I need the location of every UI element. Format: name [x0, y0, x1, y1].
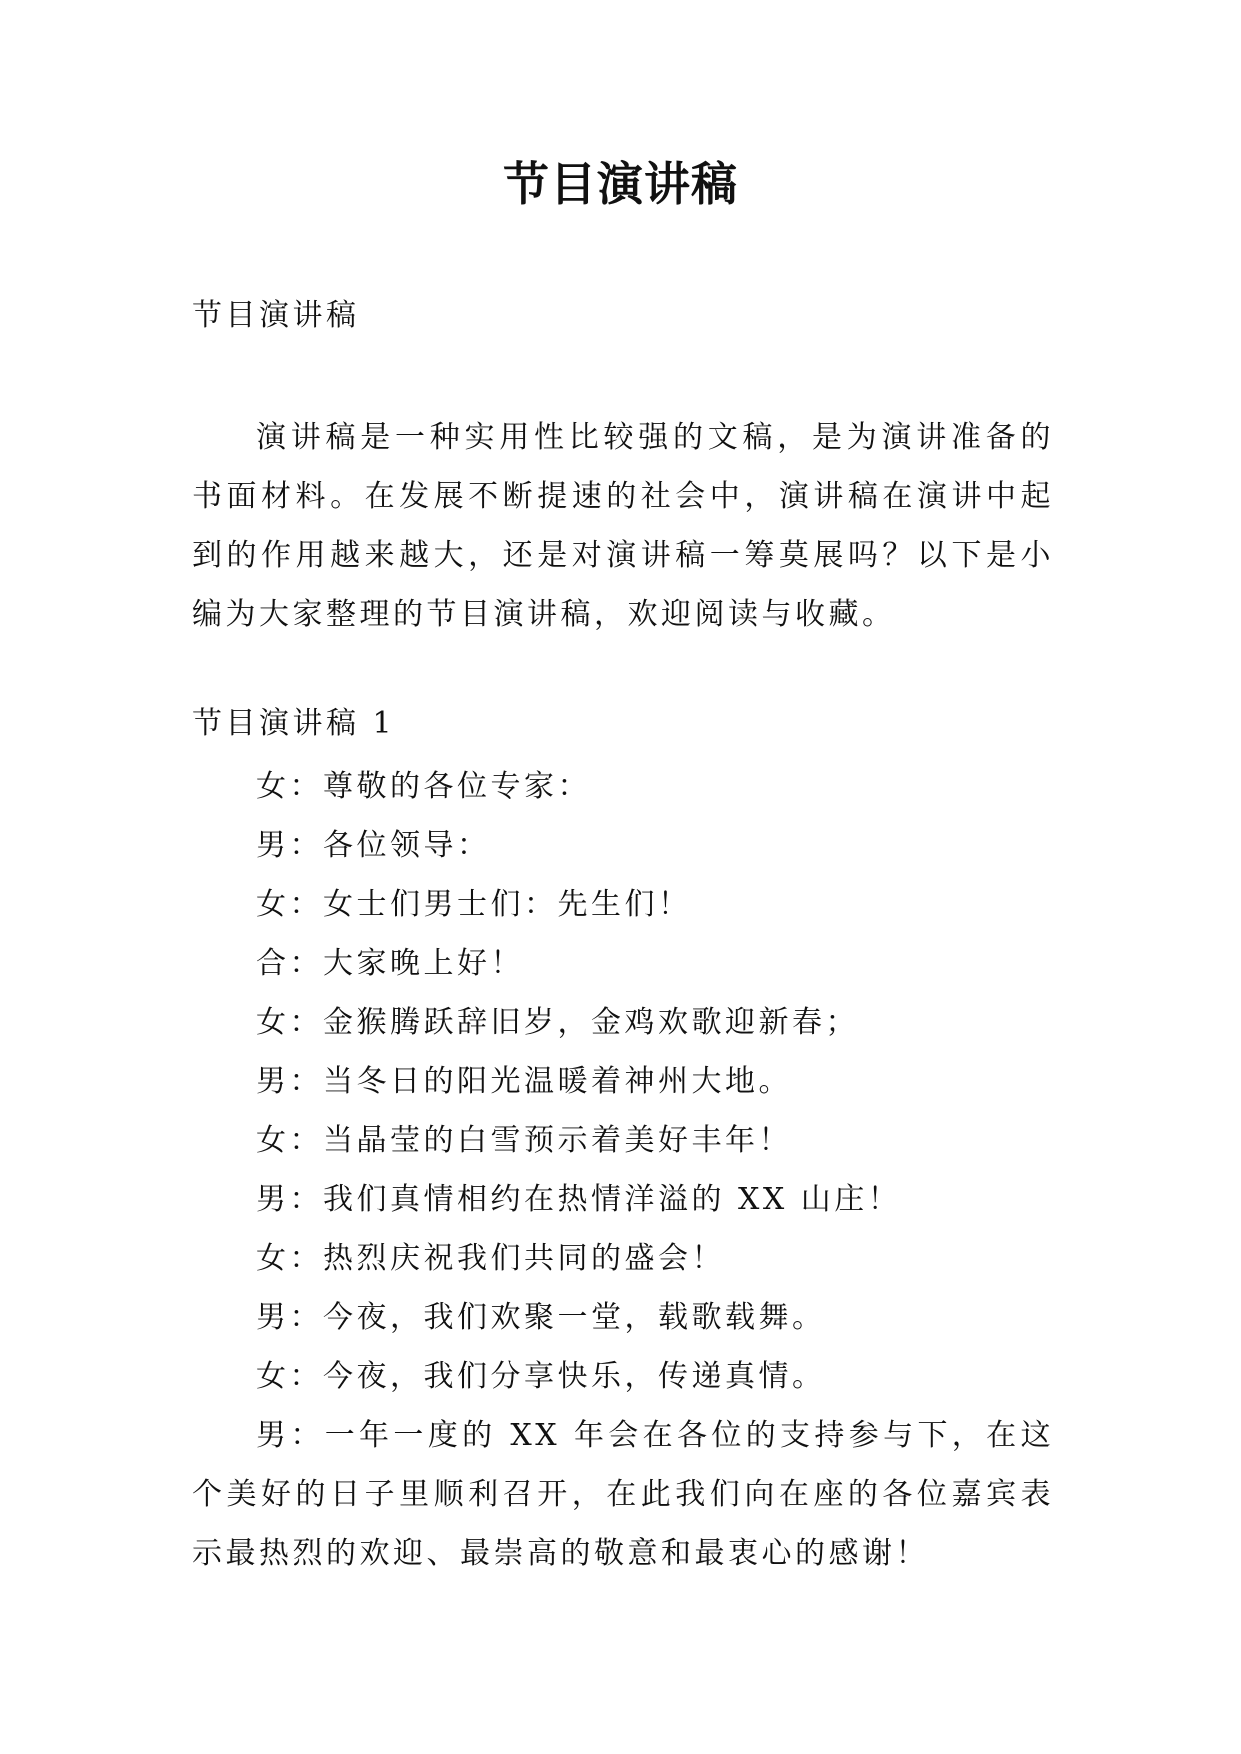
- dialogue-line: 女：金猴腾跃辞旧岁，金鸡欢歌迎新春；: [256, 1005, 859, 1040]
- dialogue-line: 女：今夜，我们分享快乐，传递真情。: [256, 1359, 826, 1394]
- dialogue-line: 男：当冬日的阳光温暖着神州大地。: [256, 1064, 792, 1099]
- dialogue-line: 女：尊敬的各位专家：: [256, 769, 591, 804]
- dialogue-line: 女：女士们男士们：先生们！: [256, 887, 692, 922]
- dialogue-line: 男：各位领导：: [256, 828, 491, 863]
- dialogue-line: 男：今夜，我们欢聚一堂，载歌载舞。: [256, 1300, 826, 1335]
- document-subtitle: 节目演讲稿: [192, 298, 360, 333]
- dialogue-line: 合：大家晚上好！: [256, 946, 524, 981]
- dialogue-line: 女：热烈庆祝我们共同的盛会！: [256, 1241, 725, 1276]
- document-title: 节目演讲稿: [503, 157, 738, 211]
- dialogue-line: 男：我们真情相约在热情洋溢的 XX 山庄！: [256, 1182, 902, 1217]
- dialogue-list: [192, 757, 1054, 1583]
- dialogue-line: 女：当晶莹的白雪预示着美好丰年！: [256, 1123, 792, 1158]
- intro-paragraph: 演讲稿是一种实用性比较强的文稿，是为演讲准备的书面材料。在发展不断提速的社会中，演讲稿在演讲中起到的作用越来越大，还是对演讲稿一筹莫展吗？以下是小编为大家整理的节目演讲稿，欢迎阅读与收藏。: [192, 420, 1054, 632]
- dialogue-line: 男：一年一度的 XX 年会在各位的支持参与下，在这个美好的日子里顺利召开，在此我们向在座的各位嘉宾表示最热烈的欢迎、最崇高的敬意和最衷心的感谢！: [192, 1418, 1054, 1571]
- section-heading: 节目演讲稿 1: [192, 706, 396, 741]
